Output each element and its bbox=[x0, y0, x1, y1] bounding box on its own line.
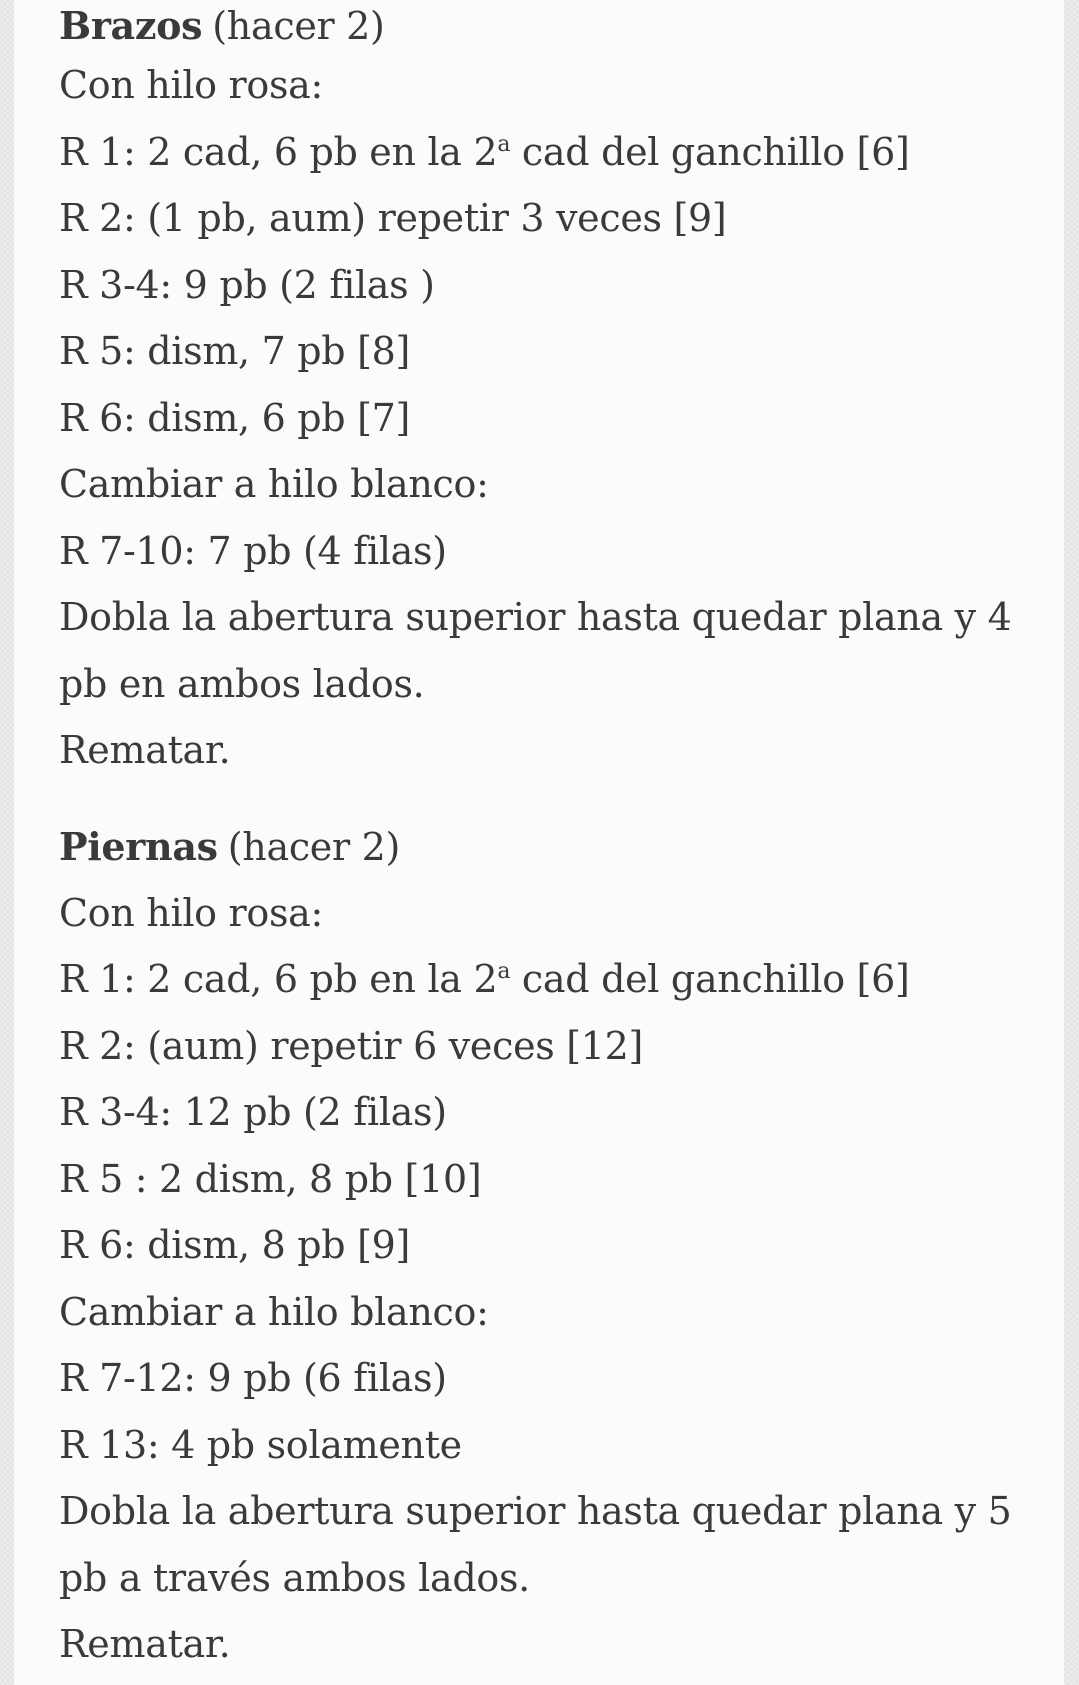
instruction-line: R 7-12: 9 pb (6 filas) bbox=[59, 1356, 447, 1400]
section-heading bbox=[59, 814, 1019, 880]
instruction-line: R 6: dism, 8 pb [9] bbox=[59, 1223, 411, 1267]
instruction-line: R 7-10: 7 pb (4 filas) bbox=[59, 528, 447, 573]
instruction-line: R 3-4: 9 pb (2 filas ) bbox=[59, 262, 435, 307]
section-piernas bbox=[59, 814, 1019, 1678]
instruction-line: pb a través ambos lados. bbox=[59, 1555, 530, 1600]
section-brazos bbox=[59, 0, 1019, 784]
ordinal-superscript: a bbox=[497, 131, 511, 157]
instruction-line: pb en ambos lados. bbox=[59, 661, 425, 706]
instruction-line: R 5 : 2 dism, 8 pb [10] bbox=[59, 1156, 482, 1201]
instruction-line: Con hilo rosa: bbox=[59, 890, 324, 935]
instruction-line: R 2: (1 pb, aum) repetir 3 veces [9] bbox=[59, 196, 727, 240]
instruction-line: R 3-4: 12 pb (2 filas) bbox=[59, 1090, 447, 1134]
section-subtitle: (hacer 2) bbox=[212, 4, 385, 48]
section-title: Piernas bbox=[59, 823, 218, 869]
line-text: R 1: 2 cad, 6 pb en la 2 bbox=[59, 129, 498, 174]
document-page bbox=[14, 0, 1064, 1685]
section-heading bbox=[59, 0, 1019, 52]
instruction-line: R 5: dism, 7 pb [8] bbox=[59, 329, 411, 373]
section-subtitle: (hacer 2) bbox=[227, 824, 401, 869]
instruction-line bbox=[59, 119, 1019, 186]
line-text: cad del ganchillo [6] bbox=[510, 129, 910, 174]
instruction-line: Rematar. bbox=[59, 728, 231, 772]
instruction-line: Cambiar a hilo blanco: bbox=[59, 1289, 489, 1334]
instruction-line bbox=[59, 946, 1019, 1013]
line-text: cad del ganchillo [6] bbox=[510, 957, 910, 1001]
instruction-line: R 2: (aum) repetir 6 veces [12] bbox=[59, 1023, 644, 1068]
instruction-line: Rematar. bbox=[59, 1622, 231, 1666]
pattern-content bbox=[59, 0, 1019, 1678]
instruction-line: Con hilo rosa: bbox=[59, 63, 324, 107]
section-title: Brazos bbox=[59, 3, 203, 48]
line-text: R 1: 2 cad, 6 pb en la 2 bbox=[59, 957, 498, 1001]
instruction-line: R 13: 4 pb solamente bbox=[59, 1422, 462, 1467]
ordinal-superscript: a bbox=[497, 959, 511, 984]
instruction-line: R 6: dism, 6 pb [7] bbox=[59, 395, 411, 440]
instruction-line: Dobla la abertura superior hasta quedar plana y 4 bbox=[59, 595, 1012, 639]
instruction-line: Cambiar a hilo blanco: bbox=[59, 462, 489, 506]
instruction-line: Dobla la abertura superior hasta quedar plana y 5 bbox=[59, 1489, 1012, 1533]
